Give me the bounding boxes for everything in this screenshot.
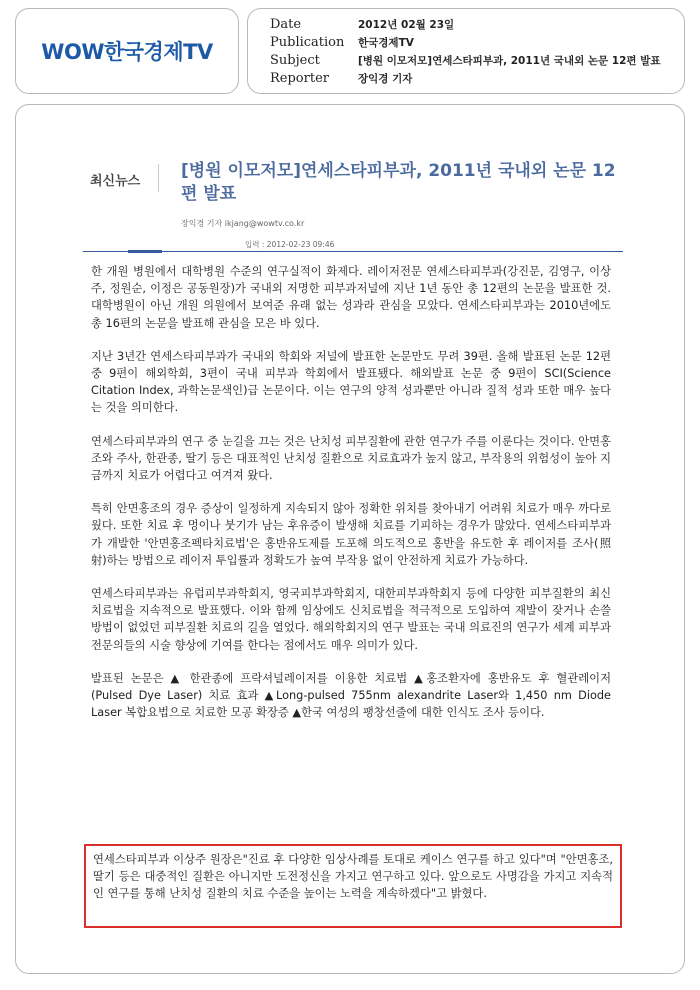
meta-label-date: Date: [270, 16, 302, 32]
section-label: 최신뉴스: [90, 174, 141, 189]
meta-label-reporter: Reporter: [270, 70, 329, 86]
article-dateline: 입력 : 2012-02-23 09:46: [245, 240, 335, 249]
article-paragraph: 한 개원 병원에서 대학병원 수준의 연구실적이 화제다. 레이저전문 연세스타피부과(강진문, 김영구, 이상주, 정원순, 이정은 공동원장)가 국내외 저명한 피부과저널에 지난 1년 동안 총 12편의 논문을 발표한 것. 대학병원이 아닌 개원 의원에서 보여준 유래 없는 성과라 관심을 모았다. 연세스타피부과는 2010년에도 총 16편의 논문을 발표해 관심을 모은 바 있다.: [91, 265, 611, 330]
article-paragraph: 특히 안면홍조의 경우 증상이 일정하게 지속되지 않아 정확한 위치를 찾아내기 어려워 치료가 매우 까다로웠다. 또한 치료 후 멍이나 붓기가 남는 후유증이 발생해 치료를 기피하는 경우가 많았다. 연세스타피부과가 개발한 '안면홍조펙타치료법'은 홍반유도제를 도포해 의도적으로 홍반을 유도한 후 레이저를 조사(照射)하는 방법으로 레이저 투입률과 정확도가 높여 부작용 없이 안전하게 치료가 가능하다.: [91, 502, 611, 567]
meta-row-date: [248, 15, 684, 33]
headline-rule: [83, 251, 623, 252]
logo-panel: [15, 8, 239, 94]
meta-value-date: 2012년 02월 23일: [358, 18, 455, 31]
article-paragraph: 지난 3년간 연세스타피부과가 국내외 학회와 저널에 발표한 논문만도 무려 39편. 올해 발표된 논문 12편 중 9편이 해외학회, 3편이 국내 피부과 학회에서 발표됐다. 해외발표 논문 중 9편이 SCI(Science Citation Index, 과학논문색인)급 논문이다. 이는 연구의 양적 성과뿐만 아니라 질적 성과 또한 매우 높다는 것을 의미한다.: [91, 349, 611, 415]
meta-value-publication: 한국경제TV: [358, 36, 414, 49]
article-byline: 장익경 기자 ikjang@wowtv.co.kr: [181, 219, 305, 228]
meta-label-subject: Subject: [270, 52, 320, 68]
quote-text: 연세스타피부과 이상주 원장은"진료 후 다양한 임상사례를 토대로 케이스 연구를 하고 있다"며 "안면홍조, 딸기 등은 대중적인 질환은 아니지만 도전정신을 가지고 연구하고 있다. 앞으로도 사명감을 가지고 지속적인 연구를 통해 난치성 질환의 치료 수준을 높이는 노력을 계속하겠다"고 밝혔다.: [93, 853, 613, 900]
article-paragraph: 발표된 논문은 ▲ 한관종에 프락셔널레이저를 이용한 치료법 ▲홍조환자에 홍반유도 후 혈관레이저(Pulsed Dye Laser) 치료 효과 ▲Long-pulsed 755nm alexandrite Laser와 1,450 nm Diode Laser 복합요법으로 치료한 모공 확장증 ▲한국 여성의 팽창선줄에 대한 인식도 조사 등이다.: [91, 671, 611, 720]
meta-label-publication: Publication: [270, 34, 345, 50]
article-headline: [병원 이모저모]연세스타피부과, 2011년 국내외 논문 12편 발표: [181, 161, 616, 204]
article-paragraph: 연세스타피부과의 연구 중 눈길을 끄는 것은 난치성 피부질환에 관한 연구가 주를 이룬다는 것이다. 안면홍조와 주사, 한관종, 딸기 등은 대표적인 난치성 질환으로 치료효과가 높지 않고, 부작용의 위험성이 높아 지금까지 치료가 어렵다고 여겨져 왔다.: [91, 434, 611, 483]
meta-value-subject: [병원 이모저모]연세스타피부과, 2011년 국내외 논문 12편 발표: [358, 54, 661, 67]
meta-row-subject: [248, 51, 684, 69]
highlighted-quote: [84, 844, 622, 928]
meta-row-reporter: [248, 69, 684, 87]
broadcaster-logo: WOW한국경제TV: [41, 40, 213, 64]
meta-row-publication: [248, 33, 684, 51]
article-body: [91, 263, 611, 737]
article-paragraph: 연세스타피부과는 유럽피부과학회지, 영국피부과학회지, 대한피부과학회지 등에 다양한 피부질환의 최신 치료법을 지속적으로 발표했다. 이와 함께 임상에도 신치료법을 적극적으로 도입하여 재발이 잦거나 손쓸 방법이 없었던 피부질환 치료의 길을 열었다. 해외학회지의 연구 발표는 국내 의료진의 연구가 세계 피부과 전문의들의 시술 향상에 기여를 한다는 점에서도 매우 의미가 있다.: [91, 587, 611, 652]
headline-rule-accent: [128, 250, 162, 253]
metadata-panel: [247, 8, 685, 94]
header-divider: [158, 164, 159, 192]
meta-value-reporter: 장익경 기자: [358, 72, 413, 85]
